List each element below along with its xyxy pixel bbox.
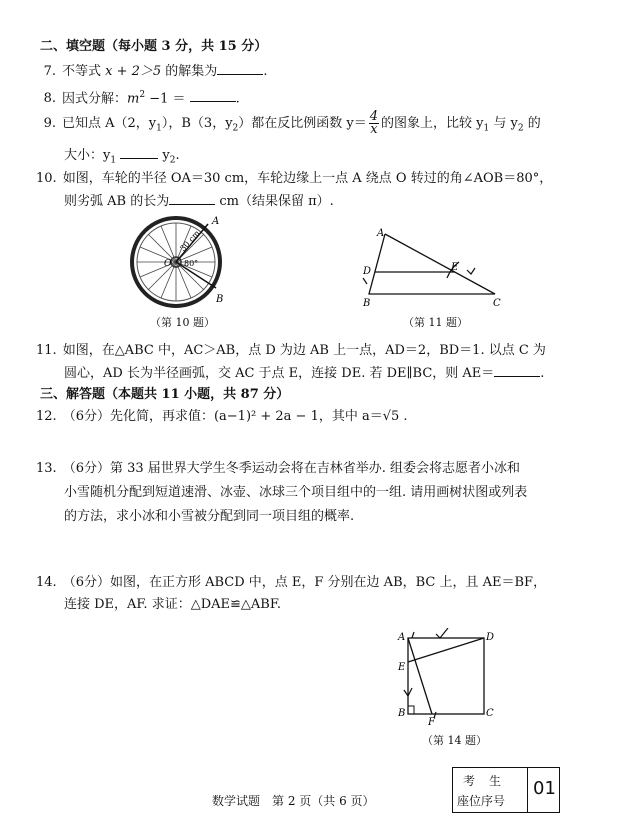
q12-text: （6分）先化简，再求值：(a−1)² + 2a − 1，其中 a＝√5 . (62, 409, 408, 424)
question-number: 12. (36, 409, 57, 424)
answer-blank (190, 89, 236, 102)
label-angle: 80° (184, 259, 199, 268)
question-14-line-2: 连接 DE，AF. 求证：△DAE≌△ABF. (64, 597, 281, 612)
q9-sub: 1 (156, 123, 162, 134)
label-radius: 30 cm (178, 228, 202, 254)
label-A: A (212, 216, 220, 227)
q9-post-end: 的 (523, 116, 541, 131)
q10-line1: 如图，车轮的半径 OA＝30 cm，车轮边缘上一点 A 绕点 O 转过的角∠AOB＝80°， (62, 171, 553, 186)
q9-sub: 2 (517, 123, 524, 134)
figure-11-caption: （第 11 题） (403, 316, 468, 329)
q9-line2-pre: 大小：y (64, 148, 111, 163)
question-13-line-2: 小雪随机分配到短道速滑、冰壶、冰球三个项目组中的一组. 请用画树状图或列表 (64, 485, 528, 500)
q7-pre: 不等式 (62, 64, 106, 79)
q7-expr: x + 2＞5 (105, 64, 162, 79)
label-D: D (486, 632, 495, 643)
question-number: 9. (43, 116, 56, 131)
q11-line2-end: . (540, 366, 545, 381)
q9-pre: 已知点 A（2，y (62, 116, 157, 131)
question-7 (36, 62, 267, 81)
seat-number-value: 01 (533, 778, 556, 799)
q10-line2-post: cm（结果保留 π）. (215, 194, 334, 209)
label-A: A (377, 228, 385, 239)
figure-10-caption: （第 10 题） (150, 316, 215, 329)
question-number: 8. (43, 91, 56, 107)
q9-post-mid: 与 y (489, 116, 518, 131)
q9-sub: 2 (232, 123, 239, 134)
seat-number-box (452, 767, 560, 813)
section-heading-fill-in: 二、填空题（每小题 3 分，共 15 分） (40, 39, 268, 54)
answer-blank (494, 364, 540, 377)
question-number: 14. (36, 575, 57, 590)
figure-14-caption: （第 14 题） (422, 734, 487, 747)
question-14 (36, 574, 546, 592)
label-A: A (398, 632, 406, 643)
question-number: 11. (36, 343, 57, 358)
q10-line2-pre: 则劣弧 AB 的长为 (64, 194, 170, 209)
question-number: 13. (36, 461, 57, 476)
label-B: B (398, 708, 406, 719)
answer-blank (217, 62, 263, 75)
section-heading-answers: 三、解答题（本题共 11 小题，共 87 分） (40, 387, 290, 402)
label-O: O (164, 259, 172, 269)
q9-line2-mid: y (162, 148, 170, 163)
q8-post: −1 ＝ (145, 91, 190, 107)
seat-label-number: 座位序号 (457, 794, 506, 808)
q9-line2-end: . (175, 148, 180, 163)
question-12 (36, 408, 408, 426)
q7-post: 的解集为 (161, 64, 218, 79)
label-F: F (428, 717, 435, 728)
answer-blank (120, 146, 158, 159)
fraction-numerator: 4 (369, 109, 379, 124)
q9-sub: 1 (110, 155, 117, 166)
q9-sub: 1 (483, 123, 490, 134)
question-10 (36, 170, 552, 188)
label-B: B (216, 294, 224, 305)
q8-var: m (127, 91, 140, 107)
seat-divider (527, 768, 528, 812)
figure-11-triangle (355, 222, 515, 312)
q13-line1: （6分）第 33 届世界大学生冬季运动会将在吉林省举办. 组委会将志愿者小冰和 (62, 461, 521, 476)
q11-line2-pre: 圆心，AD 长为半径画弧，交 AC 于点 E，连接 DE. 若 DE∥BC，则 AE＝ (64, 366, 495, 381)
label-E: E (451, 262, 459, 273)
question-13 (36, 460, 520, 478)
question-9 (36, 110, 541, 143)
question-10-line-2 (64, 192, 334, 211)
q11-line1: 如图，在△ABC 中，AC＞AB，点 D 为边 AB 上一点，AD＝2，BD＝1. 以点 C 为 (62, 343, 546, 358)
q9-mid2: ）都在反比例函数 y＝ (238, 116, 367, 131)
q9-mid: ），B（3，y (161, 116, 233, 131)
figure-10-wheel (120, 210, 240, 310)
page-footer: 数学试题 第 2 页（共 6 页） (212, 794, 375, 808)
label-D: D (363, 266, 372, 277)
label-E: E (398, 662, 406, 673)
question-11-line-2 (64, 364, 544, 383)
q9-sub: 2 (169, 155, 176, 166)
question-number: 7. (43, 64, 56, 79)
fraction-denominator: x (370, 122, 378, 137)
q9-post: 的图象上，比较 y (381, 116, 484, 131)
answer-blank (169, 192, 215, 205)
q8-end: . (235, 91, 240, 107)
label-B: B (363, 298, 371, 309)
label-C: C (493, 298, 501, 309)
q8-pre: 因式分解： (62, 91, 128, 107)
question-13-line-3: 的方法，求小冰和小雪被分配到同一项目组的概率. (64, 509, 355, 524)
question-11 (36, 342, 546, 360)
fraction (369, 111, 379, 136)
q8-exp: 2 (139, 90, 146, 100)
label-C: C (486, 708, 494, 719)
q14-line1: （6分）如图，在正方形 ABCD 中，点 E，F 分别在边 AB，BC 上，且 AE＝BF， (62, 575, 547, 590)
q7-end: . (263, 64, 268, 79)
question-9-line-2 (64, 146, 180, 170)
figure-14-square (392, 628, 502, 728)
seat-label-examinee: 考生 (463, 774, 516, 788)
question-8 (36, 86, 240, 108)
question-number: 10. (36, 171, 57, 186)
